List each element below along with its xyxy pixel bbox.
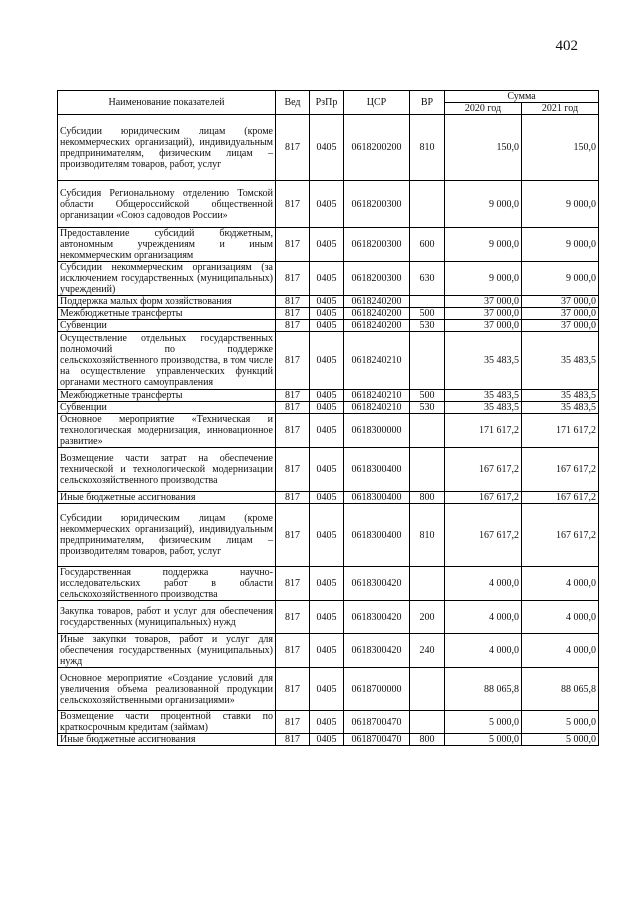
cell-vr: 530 [410,320,445,332]
cell-name: Осуществление отдельных государственных полномочий по поддержке сельскохозяйственного производства, в том числе на осуществление управленческих функций органами местного самоуправления [58,332,276,390]
cell-2020: 37 000,0 [445,296,522,308]
cell-name: Субвенции [58,320,276,332]
cell-2021: 37 000,0 [522,320,599,332]
cell-csr: 0618200200 [344,115,410,181]
cell-vr [410,668,445,711]
cell-csr: 0618200300 [344,181,410,228]
cell-2020: 5 000,0 [445,734,522,746]
cell-rzpr: 0405 [310,734,344,746]
table-row [58,296,599,308]
cell-name: Субсидии юридическим лицам (кроме некоммерческих организаций), индивидуальным предпринимателям, физическим лицам – производителям товаров, работ, услуг [58,504,276,567]
cell-vr: 800 [410,492,445,504]
cell-2021: 4 000,0 [522,601,599,634]
cell-name: Основное мероприятие «Создание условий для увеличения объема реализованной продукции сельскохозяйственными организациями» [58,668,276,711]
cell-vr [410,567,445,601]
table-row [58,181,599,228]
cell-vr [410,181,445,228]
cell-rzpr: 0405 [310,414,344,448]
cell-ved: 817 [276,567,310,601]
header-sum: Сумма [445,91,599,103]
cell-ved: 817 [276,504,310,567]
cell-2021: 37 000,0 [522,308,599,320]
cell-2021: 167 617,2 [522,448,599,492]
cell-ved: 817 [276,115,310,181]
cell-2020: 167 617,2 [445,504,522,567]
cell-vr: 810 [410,115,445,181]
cell-csr: 0618300400 [344,492,410,504]
cell-2021: 37 000,0 [522,296,599,308]
cell-csr: 0618240200 [344,308,410,320]
table-row [58,414,599,448]
table-row [58,567,599,601]
cell-rzpr: 0405 [310,711,344,734]
cell-csr: 0618240210 [344,332,410,390]
cell-vr: 810 [410,504,445,567]
cell-name: Межбюджетные трансферты [58,390,276,402]
cell-ved: 817 [276,634,310,668]
cell-2020: 167 617,2 [445,448,522,492]
cell-csr: 0618300000 [344,414,410,448]
cell-name: Предоставление субсидий бюджетным, автономным учреждениям и иным некоммерческим организациям [58,228,276,262]
table-row [58,504,599,567]
table-row [58,711,599,734]
cell-csr: 0618300420 [344,567,410,601]
cell-rzpr: 0405 [310,504,344,567]
cell-rzpr: 0405 [310,567,344,601]
table-body [58,115,599,746]
cell-name: Возмещение части затрат на обеспечение технической и технологической модернизации сельскохозяйственного производства [58,448,276,492]
table-row [58,402,599,414]
cell-rzpr: 0405 [310,296,344,308]
cell-2020: 35 483,5 [445,402,522,414]
table-row [58,390,599,402]
cell-ved: 817 [276,402,310,414]
cell-name: Государственная поддержка научно-исследовательских работ в области сельскохозяйственного производства [58,567,276,601]
cell-vr [410,448,445,492]
cell-csr: 0618300420 [344,634,410,668]
header-year-2021: 2021 год [522,103,599,115]
cell-ved: 817 [276,320,310,332]
cell-rzpr: 0405 [310,320,344,332]
cell-rzpr: 0405 [310,448,344,492]
cell-rzpr: 0405 [310,492,344,504]
cell-rzpr: 0405 [310,228,344,262]
cell-vr [410,711,445,734]
cell-ved: 817 [276,181,310,228]
cell-2021: 150,0 [522,115,599,181]
cell-2021: 9 000,0 [522,262,599,296]
table-row [58,115,599,181]
cell-csr: 0618240210 [344,402,410,414]
cell-2020: 150,0 [445,115,522,181]
cell-rzpr: 0405 [310,668,344,711]
header-name: Наименование показателей [58,91,276,115]
table-row [58,262,599,296]
table-row [58,492,599,504]
cell-2021: 5 000,0 [522,734,599,746]
cell-ved: 817 [276,734,310,746]
cell-name: Иные бюджетные ассигнования [58,492,276,504]
cell-2020: 171 617,2 [445,414,522,448]
header-csr: ЦСР [344,91,410,115]
header-year-2020: 2020 год [445,103,522,115]
cell-2020: 4 000,0 [445,601,522,634]
cell-2020: 9 000,0 [445,181,522,228]
cell-vr: 630 [410,262,445,296]
cell-csr: 0618300400 [344,504,410,567]
cell-2021: 167 617,2 [522,492,599,504]
cell-csr: 0618240200 [344,320,410,332]
cell-rzpr: 0405 [310,308,344,320]
cell-ved: 817 [276,228,310,262]
cell-2021: 35 483,5 [522,390,599,402]
cell-2020: 4 000,0 [445,634,522,668]
cell-2020: 88 065,8 [445,668,522,711]
budget-table [57,90,599,746]
cell-ved: 817 [276,390,310,402]
cell-2021: 9 000,0 [522,181,599,228]
cell-vr: 600 [410,228,445,262]
cell-csr: 0618300420 [344,601,410,634]
cell-2020: 4 000,0 [445,567,522,601]
cell-vr: 200 [410,601,445,634]
cell-name: Межбюджетные трансферты [58,308,276,320]
page-number: 402 [555,38,578,54]
cell-csr: 0618700470 [344,734,410,746]
cell-ved: 817 [276,711,310,734]
cell-name: Субсидии юридическим лицам (кроме некоммерческих организаций), индивидуальным предпринимателям, физическим лицам – производителям товаров, работ, услуг [58,115,276,181]
cell-name: Субвенции [58,402,276,414]
cell-ved: 817 [276,414,310,448]
cell-csr: 0618700000 [344,668,410,711]
header-vr: ВР [410,91,445,115]
table-row [58,734,599,746]
cell-name: Основное мероприятие «Техническая и технологическая модернизация, инновационное развитие» [58,414,276,448]
cell-2020: 9 000,0 [445,262,522,296]
cell-2021: 4 000,0 [522,634,599,668]
cell-vr: 800 [410,734,445,746]
header-rzpr: РзПр [310,91,344,115]
cell-name: Возмещение части процентной ставки по краткосрочным кредитам (займам) [58,711,276,734]
cell-rzpr: 0405 [310,601,344,634]
cell-ved: 817 [276,262,310,296]
cell-2021: 171 617,2 [522,414,599,448]
cell-ved: 817 [276,308,310,320]
cell-vr [410,332,445,390]
cell-rzpr: 0405 [310,390,344,402]
cell-ved: 817 [276,668,310,711]
table-row [58,320,599,332]
cell-2021: 35 483,5 [522,332,599,390]
cell-csr: 0618240200 [344,296,410,308]
table-row [58,332,599,390]
cell-rzpr: 0405 [310,634,344,668]
cell-2021: 4 000,0 [522,567,599,601]
cell-2020: 167 617,2 [445,492,522,504]
cell-ved: 817 [276,492,310,504]
cell-name: Иные бюджетные ассигнования [58,734,276,746]
cell-ved: 817 [276,296,310,308]
cell-2020: 35 483,5 [445,332,522,390]
cell-2021: 9 000,0 [522,228,599,262]
cell-vr: 530 [410,402,445,414]
cell-vr: 500 [410,390,445,402]
cell-rzpr: 0405 [310,181,344,228]
table-row [58,601,599,634]
cell-2021: 5 000,0 [522,711,599,734]
cell-2021: 167 617,2 [522,504,599,567]
cell-2020: 35 483,5 [445,390,522,402]
table-row [58,634,599,668]
cell-csr: 0618200300 [344,228,410,262]
table-row [58,448,599,492]
cell-2020: 37 000,0 [445,320,522,332]
cell-name: Субсидия Региональному отделению Томской области Общероссийской общественной организации «Союз садоводов России» [58,181,276,228]
cell-name: Субсидии некоммерческим организациям (за исключением государственных (муниципальных) учреждений) [58,262,276,296]
cell-2021: 35 483,5 [522,402,599,414]
cell-ved: 817 [276,332,310,390]
cell-ved: 817 [276,448,310,492]
table-row [58,228,599,262]
cell-rzpr: 0405 [310,402,344,414]
cell-2021: 88 065,8 [522,668,599,711]
header-ved: Вед [276,91,310,115]
cell-name: Иные закупки товаров, работ и услуг для обеспечения государственных (муниципальных) нужд [58,634,276,668]
cell-rzpr: 0405 [310,332,344,390]
cell-rzpr: 0405 [310,262,344,296]
cell-name: Поддержка малых форм хозяйствования [58,296,276,308]
cell-vr: 500 [410,308,445,320]
cell-csr: 0618200300 [344,262,410,296]
cell-vr: 240 [410,634,445,668]
cell-2020: 9 000,0 [445,228,522,262]
cell-rzpr: 0405 [310,115,344,181]
cell-2020: 37 000,0 [445,308,522,320]
table-row [58,308,599,320]
cell-csr: 0618300400 [344,448,410,492]
cell-2020: 5 000,0 [445,711,522,734]
cell-vr [410,414,445,448]
table-row [58,668,599,711]
cell-ved: 817 [276,601,310,634]
cell-csr: 0618700470 [344,711,410,734]
cell-name: Закупка товаров, работ и услуг для обеспечения государственных (муниципальных) нужд [58,601,276,634]
cell-csr: 0618240210 [344,390,410,402]
cell-vr [410,296,445,308]
